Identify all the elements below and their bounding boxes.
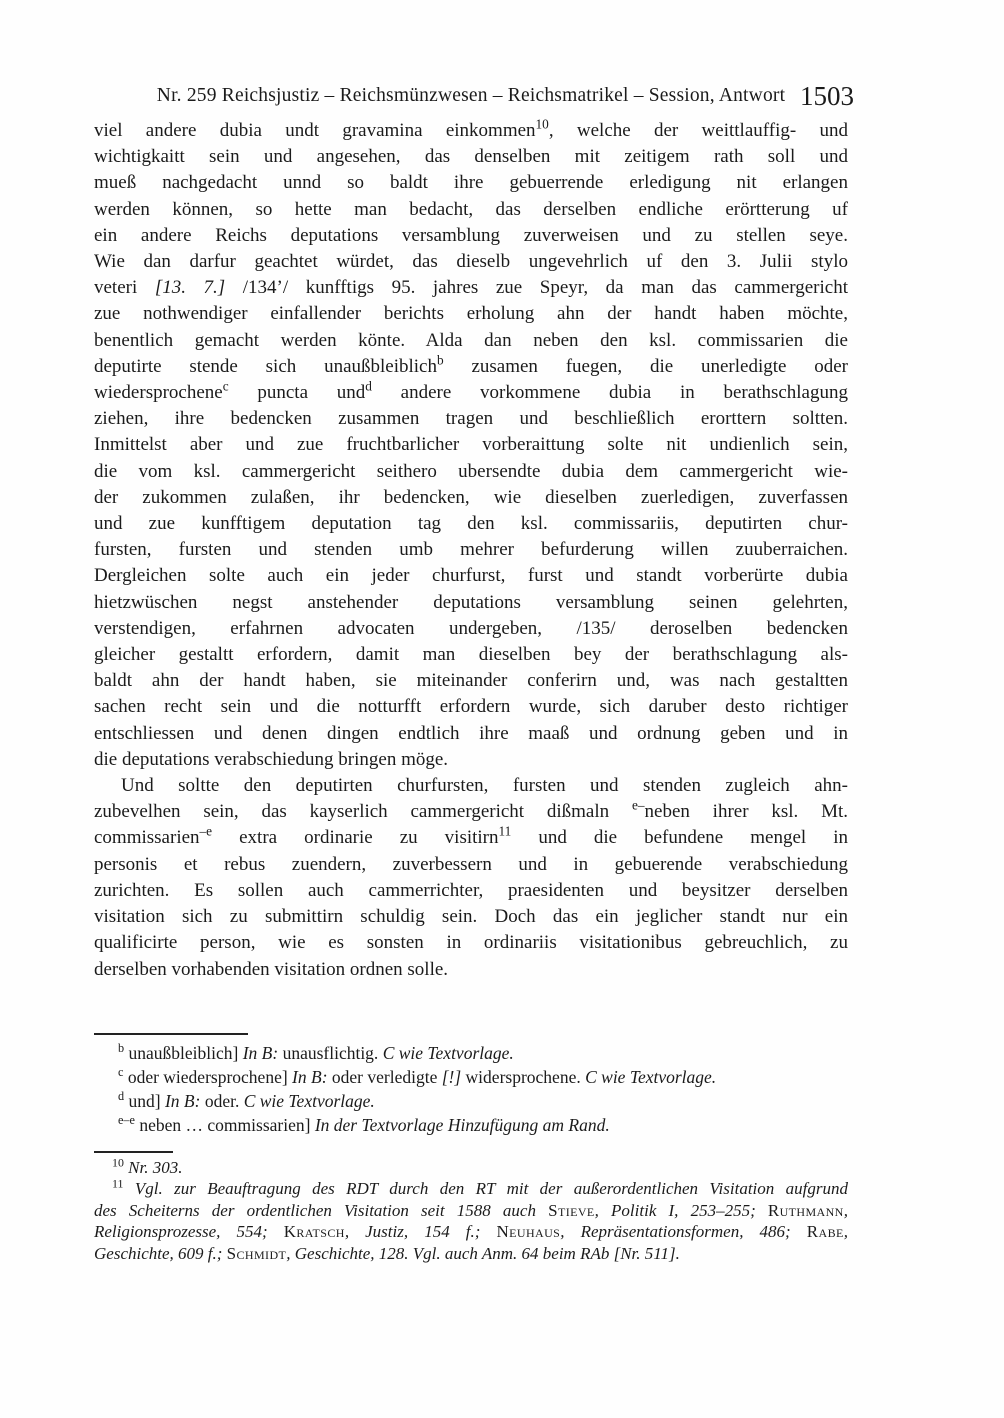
- text-line: $^d$ und] In B: oder. C wie Textvorlage.: [118, 1089, 375, 1111]
- text-line: der zukommen zulaßen, ihr bedencken, wie dieselben zuerledigen, zuverfassen: [94, 486, 848, 508]
- text-line: personis et rebus zuendern, zuverbessern und in gebuerende verabschiedung: [94, 853, 848, 875]
- text-line: benentlich gemacht werden könte. Alda dan neben den ksl. commissarien die: [94, 329, 848, 351]
- text-line: verstendigen, erfahrnen advocaten undergeben, /135/ deroselben bedencken: [94, 617, 848, 639]
- apparatus-separator-rule: [94, 1033, 248, 1035]
- text-line: Religionsprozesse, 554; Kratsch, Justiz, 154 f.; Neuhaus, Repräsentationsformen, 486; Rabe,: [94, 1222, 848, 1242]
- text-line: visitation sich zu submittirn schuldig sein. Doch das ein jeglicher standt nur ein: [94, 906, 848, 928]
- text-line: viel andere dubia undt gravamina einkommen$^{10}$, welche der weittlauffig- und: [94, 116, 848, 141]
- text-line: sachen recht sein und die notturfft erfordern wurde, sich daruber desto richtiger: [94, 696, 848, 718]
- text-line: $^c$ oder wiedersprochene] In B: oder verledigte [!] widersprochene. C wie Textvorlage.: [118, 1065, 717, 1087]
- text-line: derselben vorhabenden visitation ordnen solle.: [94, 958, 449, 980]
- text-line: wiedersprochene$^c$ puncta und$^d$ andere vorkommene dubia in berathschlagung: [94, 378, 848, 404]
- main-text: [94, 118, 848, 983]
- header-title: Nr. 259 Reichsjustiz – Reichsmünzwesen – Reichsmatrikel – Session, Antwort: [156, 85, 786, 106]
- text-line: zue nothwendiger einfallender berichts erholung ahn der handt haben möchte,: [94, 303, 848, 325]
- text-line: Dergleichen solte auch ein jeder churfurst, furst und standt vorberürte dubia: [94, 565, 848, 587]
- text-line: $^b$ unaußbleiblich] In B: unausflichtig. C wie Textvorlage.: [118, 1041, 514, 1063]
- text-line: $^{11}$ Vgl. zur Beauftragung des RDT durch den RT mit der außerordentlichen Visitation aufgrund: [112, 1176, 849, 1199]
- text-line: zubevelhen sein, das kayserlich cammergericht dißmaln $^{e-}$neben ihrer ksl. Mt.: [94, 797, 849, 823]
- text-line: Geschichte, 609 f.; Schmidt, Geschichte, 128. Vgl. auch Anm. 64 beim RAb [Nr. 511].: [94, 1243, 680, 1263]
- text-line: werden können, so hette man bedacht, das derselben endliche erörtterung uf: [94, 198, 848, 220]
- text-line: und zue kunfftigem deputation tag den ksl. commissariis, deputirten chur-: [94, 513, 848, 535]
- text-line: gleicher gestaltt erfordern, damit man dieselben bey der berathschlagung als-: [94, 644, 848, 666]
- text-line: ziehen, ihre bedencken zusammen tragen und beschließlich erorttern soltten.: [94, 408, 848, 430]
- text-line: die deputations verabschiedung bringen möge.: [94, 748, 449, 770]
- text-line: deputirte stende sich unaußbleiblich$^b$ zusamen fuegen, die unerledigte oder: [94, 352, 849, 377]
- text-line: baldt ahn der handt haben, sie miteinander conferirn und, was nach gestaltten: [94, 670, 848, 692]
- text-line: entschliessen und denen dingen endtlich ihre maaß und ordnung geben und in: [94, 722, 848, 744]
- text-line: mueß nachgedacht unnd so baldt ihre gebuerrende erledigung nit erlangen: [94, 172, 848, 194]
- text-line: die vom ksl. cammergericht seithero ubersendte dubia dem cammergericht wie-: [94, 460, 848, 482]
- page-number: 1503: [800, 81, 854, 111]
- text-line: commissarien$^{-e}$ extra ordinarie zu visitirn$^{11}$ und die befundene mengel in: [94, 824, 848, 849]
- text-line: Wie dan darfur geachtet würdet, das dieselb ungevehrlich uf den 3. Julii stylo: [94, 251, 848, 273]
- text-line: qualificirte person, wie es sonsten in ordinariis visitationibus gebreuchlich, zu: [94, 932, 848, 954]
- text-line: ein andere Reichs deputations versamblung zuverweisen und zu stellen seye.: [94, 224, 848, 246]
- footnotes: [94, 1157, 848, 1264]
- text-line: Und soltte den deputirten churfursten, fursten und stenden zugleich ahn-: [121, 775, 848, 797]
- running-header: [94, 80, 854, 112]
- text-line: Inmittelst aber und zue fruchtbarlicher vorberaittung solte nit undienlich sein,: [94, 434, 848, 456]
- text-line: $^{10}$ Nr. 303.: [112, 1155, 183, 1177]
- text-line: wichtigkaitt sein und angesehen, das denselben mit zeitigem rath soll und: [94, 146, 848, 168]
- text-line: hietzwüschen negst anstehender deputations versamblung seinen gelehrten,: [94, 591, 848, 613]
- footnote-separator-rule: [94, 1151, 173, 1153]
- critical-apparatus: [94, 1041, 848, 1137]
- text-line: zurichten. Es sollen auch cammerrichter, praesidenten und beysitzer derselben: [94, 879, 848, 901]
- text-line: fursten, fursten und stenden umb mehrer befurderung willen zuuberraichen.: [94, 539, 848, 561]
- text-line: $^{e-e}$ neben … commissarien] In der Textvorlage Hinzufügung am Rand.: [118, 1113, 610, 1135]
- text-line: des Scheiterns der ordentlichen Visitation seit 1588 auch Stieve, Politik I, 253–255; Ruthmann,: [94, 1200, 848, 1220]
- text-line: veteri [13. 7.] /134’/ kunfftigs 95. jahres zue Speyr, da man das cammergericht: [94, 277, 848, 299]
